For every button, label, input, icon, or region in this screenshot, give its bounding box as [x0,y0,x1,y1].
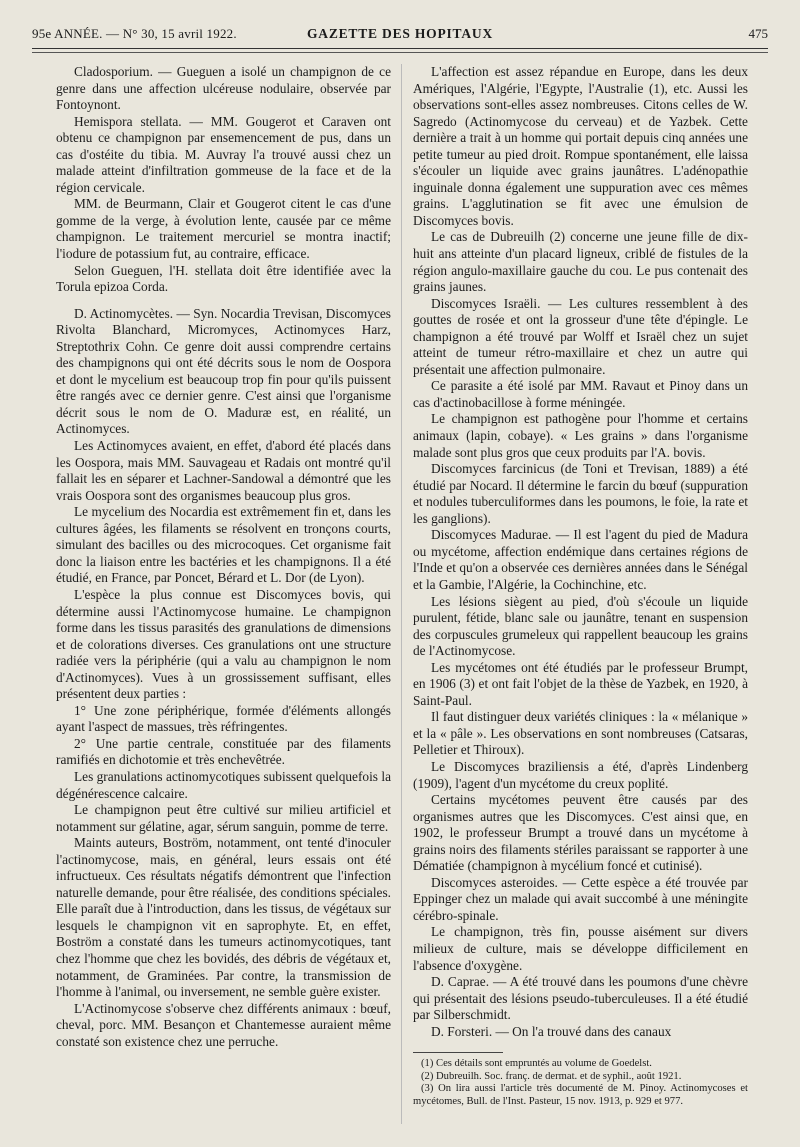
paragraph: Le Discomyces braziliensis a été, d'après Lindenberg (1909), l'agent d'un mycétome du creux poplité. [413,758,748,791]
running-header [32,22,768,46]
paragraph: D. Forsteri. — On l'a trouvé dans des canaux [431,1023,672,1039]
journal-title: GAZETTE DES HOPITAUX [306,26,494,41]
paragraph: Le mycelium des Nocardia est extrêmement fin et, dans les cultures âgées, les filaments se résolvent en tronçons courts, simulant des bacilles ou des microcoques. Cet organisme fait donc la liaison entre les bactéries et les champignons. Il a été étudié, en France, par Poncet, Bérard et L. Dor (de Lyon). [56,504,391,586]
footnote-rule [413,1052,503,1053]
paragraph: Les granulations actinomycotiques subissent quelquefois la dégénérescence calcaire. [56,768,391,801]
paragraph: L'Actinomycose s'observe chez différents animaux : bœuf, cheval, porc. MM. Besançon et Chantemesse auraient même constaté son existence chez une perruche. [56,1000,391,1049]
paragraph: Selon Gueguen, l'H. stellata doit être identifiée avec la Torula epizoa Corda. [56,262,391,295]
header-rule-thin [32,52,768,53]
paragraph: Discomyces farcinicus (de Toni et Trevisan, 1889) a été étudié par Nocard. Il détermine le farcin du bœuf (suppuration et nodules tuberculiformes dans les poumons, le foie, la rate et les ganglions). [413,461,748,526]
paragraph: 2° Une partie centrale, constituée par des filaments ramifiés en dichotomie et très enchevêtrée. [56,735,391,768]
paragraph: D. Actinomycètes. — Syn. Nocardia Trevisan, Discomyces Rivolta Blanchard, Micromyces, Actinomyces Harz, Streptothrix Cohn. Ce genre doit aussi comprendre certains des champignons qui ont été décrits sous le nom de Oospora et dont le mycelium est beaucoup trop fin pour qu'ils puissent être rangés avec ce dernier genre. C'est ainsi que l'organisme décrit sous le nom de O. Maduræ est, en réalité, un Actinomyces. [56,305,391,437]
paragraph: L'affection est assez répandue en Europe, dans les deux Amériques, l'Algérie, l'Egypte, l'Australie (1), etc. Aussi les observations sont-elles assez nombreuses. Citons celles de W. Sagredo (Actinomycose du cerveau) et de Yazbek. Cette dernière a trait à un homme qui portait depuis cinq années une petite tumeur au pied droit. Rompue spontanément, elle laissa s'écouler un liquide avec grains jaunâtres. L'adénopathie inguinale donna également une suppuration avec ces mêmes grains. L'agglutination se fit avec une émulsion de Discomyces bovis. [413,64,748,228]
paragraph: Le champignon, très fin, pousse aisément sur divers milieux de culture, mais se développe difficilement en l'absence d'oxygène. [413,924,748,973]
paragraph: Discomyces Israëli. — Les cultures ressemblent à des gouttes de rosée et ont la grosseur d'une tête d'épingle. Le champignon a été trouvé par Wolff et Israël chez un sujet atteint de tumeur rétro-maxillaire et chez un autre qui présentait une affection pulmonaire. [413,295,748,377]
paragraph: Ce parasite a été isolé par MM. Ravaut et Pinoy dans un cas d'actinobacillose à forme méningée. [413,378,748,410]
column-divider [401,64,402,1124]
paragraph: D. Caprae. — A été trouvé dans les poumons d'une chèvre qui présentait des lésions pseudo-tuberculeuses. Il a été étudié par Silberschmidt. [413,974,748,1023]
paragraph: Les lésions siègent au pied, d'où s'écoule un liquide purulent, fétide, blanc sale ou jaunâtre, tenant en suspension des corpuscules grumeleux qui rappellent beaucoup les grains de l'Actinomycose. [413,593,748,659]
header-rule [32,48,768,49]
paragraph: Les Actinomyces avaient, en effet, d'abord été placés dans les Oospora, mais MM. Sauvageau et Radais ont montré qu'il fallait les en séparer et Lachner-Sandowal a démontré que les vrais Oospora sont des organismes beaucoup plus gros. [56,438,391,503]
footnote: (2) Dubreuilh. Soc. franç. de dermat. et de syphil., août 1921. [421,1070,682,1082]
issue-info: 95e ANNÉE. — N° 30, 15 avril 1922. [32,26,237,41]
paragraph: L'espèce la plus connue est Discomyces bovis, qui détermine aussi l'Actinomycose humaine. Le champignon forme dans les tissus parasités des granulations de dimensions et de colorations diverses. Ces granulations ont une structure radiée vers la périphérie (qui a valu au champignon le nom d'Actinomyces). Vues à un grossissement suffisant, elles présentent deux parties : [56,586,391,702]
right-column [413,64,748,1040]
paragraph: MM. de Beurmann, Clair et Gougerot citent le cas d'une gomme de la verge, à évolution lente, causée par ce même champignon. Le traitement mercuriel se montra inactif; l'iodure de potassium fut, au contraire, efficace. [56,196,391,262]
paragraph: 1° Une zone périphérique, formée d'éléments allongés ayant l'aspect de massues, très réfringentes. [56,702,391,735]
page-number: 475 [748,26,768,41]
paragraph: Le champignon peut être cultivé sur milieu artificiel et notamment sur gélatine, agar, sérum sanguin, pomme de terre. [56,802,391,834]
paragraph: Il faut distinguer deux variétés cliniques : la « mélanique » et la « pâle ». Les observations en sont nombreuses (Catsaras, Pelletier et Thiroux). [413,709,748,758]
footnote: (3) On lira aussi l'article très documenté de M. Pinoy. Actinomycoses et mycétomes, Bull. de l'Inst. Pasteur, 15 nov. 1913, p. 929 et 977. [413,1083,748,1107]
paragraph: Le cas de Dubreuilh (2) concerne une jeune fille de dix-huit ans atteinte d'un placard ligneux, criblé de fistules de la région angulo-maxillaire gauche du cou. Le pus contenait des grains jaunes. [413,229,748,295]
paragraph: Discomyces Madurae. — Il est l'agent du pied de Madura ou mycétome, affection endémique dans certaines régions de l'Inde et qu'on a observée ces dernières années dans le Sénégal et la Gambie, l'Algérie, la Cochinchine, etc. [413,527,748,592]
paragraph: Certains mycétomes peuvent être causés par des organismes autres que les Discomyces. C'est ainsi que, en 1902, le professeur Brumpt a trouvé dans un mycétome à grains noirs des filaments stériles paraissant se rapporter à une Dématiée (champignon à mycélium foncé et cutinisé). [413,792,748,874]
paragraph: Discomyces asteroides. — Cette espèce a été trouvée par Eppinger chez un malade qui avait succombé à une méningite cérébro-spinale. [413,874,748,923]
footnote: (1) Ces détails sont empruntés au volume de Goedelst. [421,1058,652,1069]
paragraph: Maints auteurs, Boström, notamment, ont tenté d'inoculer l'actinomycose, mais, en général, leurs essais ont été infructueux. Ces résultats négatifs démontrent que l'infection naturelle demande, pour être réalisée, des conditions spéciales. Elle paraît due à l'introduction, dans les tissus, de végétaux sur lesquels le champignon vit en saprophyte. Et, en effet, Boström a constaté dans les tumeurs actinomycotiques, tant chez l'homme que chez les bovidés, des débris de végétaux et, notamment, de Graminées. Par contre, la transmission de l'homme à l'animal, ou inversement, ne semble guère exister. [56,835,391,1000]
footnotes [413,1058,748,1108]
paragraph: Hemispora stellata. — MM. Gougerot et Caraven ont obtenu ce champignon par ensemencement de pus, dans un cas d'ostéite du tibia. M. Auvray l'a trouvé aussi chez un malade atteint d'infiltration gommeuse de la face et de la région cervicale. [56,113,391,195]
paragraph: Le champignon est pathogène pour l'homme et certains animaux (lapin, cobaye). « Les grains » dans l'organisme malade sont plus gros que ceux produits par l'A. bovis. [413,411,748,460]
paragraph: Les mycétomes ont été étudiés par le professeur Brumpt, en 1906 (3) et ont fait l'objet de la thèse de Yazbek, en 1920, à Saint-Paul. [413,659,748,708]
left-column [56,64,391,1050]
paragraph: Cladosporium. — Gueguen a isolé un champignon de ce genre dans une affection ulcéreuse nodulaire, observée par Fontoynont. [56,64,391,113]
